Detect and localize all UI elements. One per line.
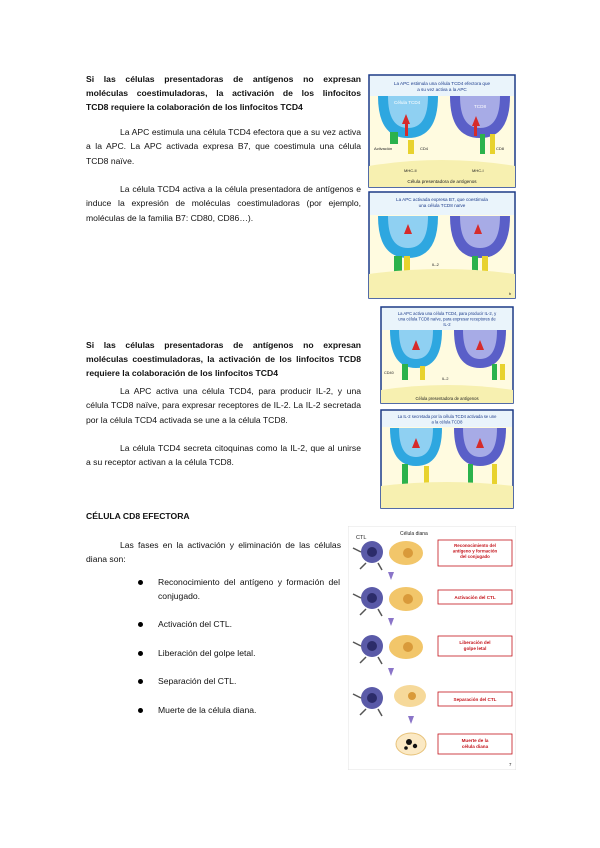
section1-paragraph-1: La APC estimula una célula TCD4 efectora que a su vez activa a la APC. La APC activada expresa B7, que coestimula una célula TCD8 naïve. [86, 127, 361, 166]
figure-ctl-killing-phases [348, 526, 516, 770]
figure2-svg [380, 306, 514, 510]
list-item-text: Reconocimiento del antígeno y formación del conjugado. [158, 577, 340, 601]
section3-heading: CÉLULA CD8 EFECTORA [86, 511, 190, 521]
list-item [120, 675, 340, 689]
list-item [120, 704, 340, 718]
figure3-stage-label: Separación del CTL [453, 697, 497, 702]
section1-heading-line: TCD8 requiere la colaboración de los linfocitos TCD4 [86, 102, 303, 112]
section2-heading-line: moléculas coestimuladoras, la activación de los linfocitos TCD8 [86, 354, 361, 364]
section2-heading [86, 338, 361, 380]
figure3-svg [348, 526, 516, 770]
figure3-corner-letter: 7 [509, 762, 512, 767]
bullet-icon [138, 622, 143, 627]
bullet-icon [138, 679, 143, 684]
section2-paragraph-1: La APC activa una célula TCD4, para producir IL-2, y una célula TCD8 naïve, para expresar receptores de IL-2. La IL-2 secretada por la célula TCD4 activada se une a la célula TCD8. [86, 386, 361, 425]
figure3-ctl-label: CTL [356, 535, 367, 541]
section2-paragraph-2: La célula TCD4 secreta citoquinas como la IL-2, que al unirse a su receptor activan a la célula TCD8. [86, 443, 361, 468]
figure-il2-tcd4-tcd8 [380, 306, 514, 510]
figure1-top-caption: La APC estimula una célula TCD4 efectora que a su vez activa a la APC [393, 81, 491, 92]
figure1-marker-label: CD8 [496, 146, 505, 151]
figure2-bottom-caption: La IL-2 secretada por la célula TCD4 activada se une a la célula TCD8 [397, 414, 497, 425]
list-item-text: Activación del CTL. [158, 619, 233, 630]
figure1-bottom-caption: La APC activada expresa B7, que coestimula una célula TCD8 naïve [396, 197, 488, 208]
figure1-corner-letter: b [509, 291, 512, 296]
section2-heading-line: Si las células presentadoras de antígenos no expresan [86, 340, 361, 350]
section3-intro: Las fases en la activación y eliminación de las células diana son: [86, 540, 341, 565]
figure1-marker-label: MHC-I [472, 168, 484, 173]
list-item-text: Muerte de la célula diana. [158, 704, 257, 715]
section1-heading-line: Si las células presentadoras de antígenos no expresan [86, 74, 361, 84]
figure2-marker-label: IL-2 [442, 377, 449, 381]
list-item [120, 618, 340, 632]
figure1-marker-label: IL-2 [432, 262, 439, 267]
list-item-text: Separación del CTL. [158, 676, 237, 687]
figure2-top-caption: La APC activa una célula TCD4, para producir IL-2, y una célula TCD8 naïve, para expresar receptores de IL-2 [397, 311, 497, 327]
figure3-stage-label: Liberación del golpe letal [459, 640, 491, 651]
figure1-cell-label: Célula TCD4 [394, 100, 421, 105]
bullet-icon [138, 708, 143, 713]
list-item [120, 576, 340, 603]
bullet-icon [138, 651, 143, 656]
figure1-svg [368, 74, 516, 300]
figure1-marker-label: MHC-II [404, 168, 417, 173]
figure3-stage-label: Reconocimiento del antígeno y formación del conjugado [452, 543, 498, 559]
figure3-stage-label: Muerte de la célula diana [461, 738, 489, 749]
figure2-marker-label: CD40 [384, 371, 394, 375]
section1-heading [86, 72, 361, 114]
figure1-marker-label: CD4 [420, 146, 429, 151]
list-item [120, 647, 340, 661]
section2-heading-line: requiere la colaboración de los linfocitos TCD4 [86, 368, 278, 378]
stage-row-death [396, 733, 512, 755]
section1-heading-line: moléculas coestimuladoras, la activación de los linfocitos [86, 88, 361, 98]
bullet-icon [138, 580, 143, 585]
figure1-apc-label: Célula presentadora de antígenos [407, 179, 477, 184]
figure1-cell-label: TCD8 [474, 104, 486, 109]
figure3-target-label: Célula diana [400, 531, 428, 537]
section1-paragraph-2: La célula TCD4 activa a la célula presentadora de antígenos e induce la expresión de moléculas coestimuladoras (por ejemplo, moléculas de la familia B7: CD80, CD86…). [86, 184, 361, 223]
list-item-text: Liberación del golpe letal. [158, 647, 256, 658]
figure2-apc-label: Célula presentadora de antígenos [415, 396, 479, 401]
figure1-marker-label: Activación [374, 146, 393, 151]
figure-apc-tcd4-tcd8-costimulation [368, 74, 516, 300]
figure3-stage-label: Activación del CTL [454, 595, 496, 600]
ctl-phases-list [120, 576, 340, 733]
